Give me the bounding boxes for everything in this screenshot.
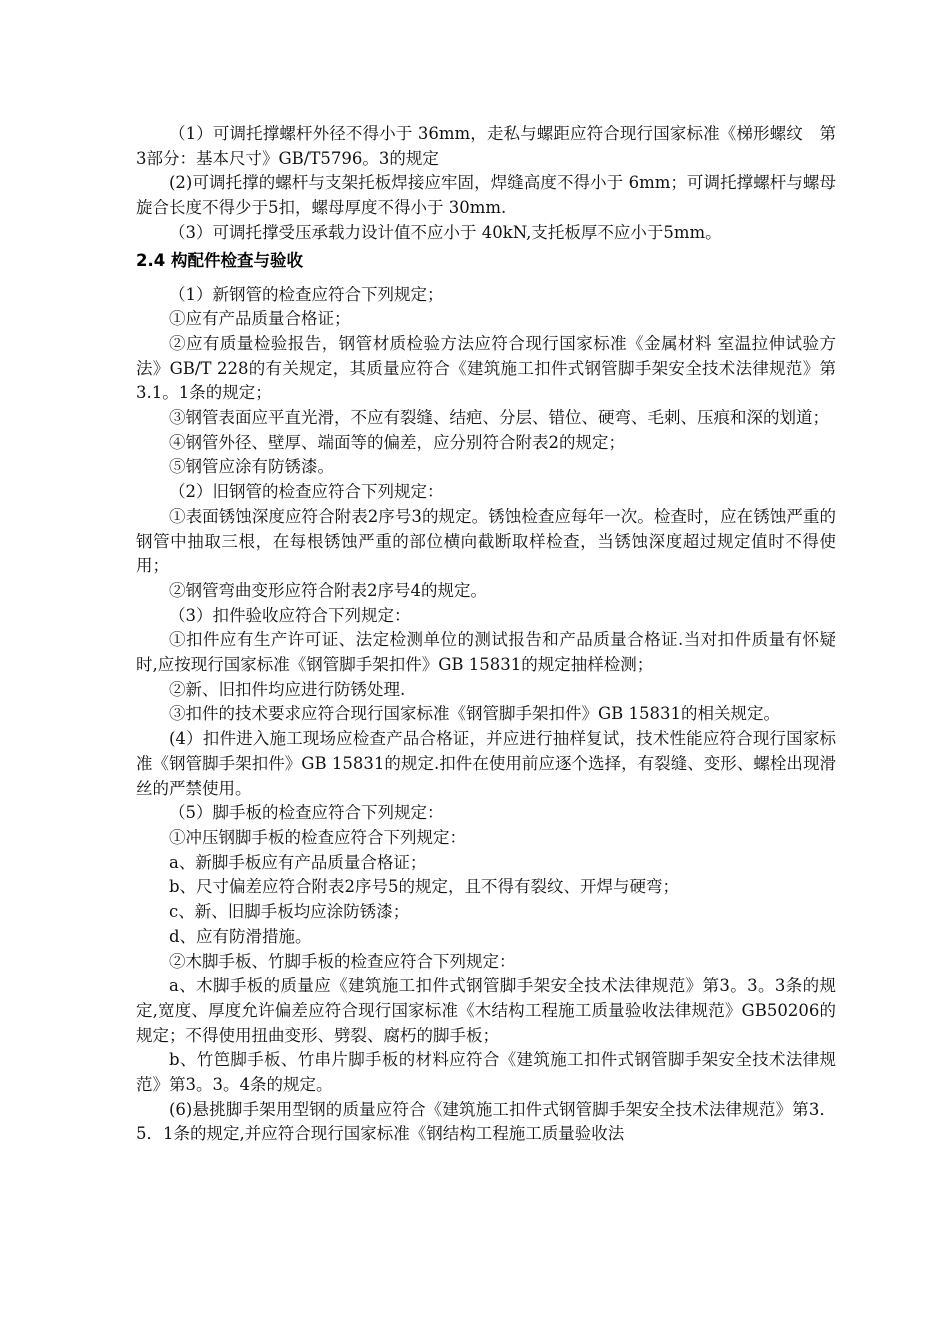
paragraph: （3）可调托撑受压承载力设计值不应小于 40kN,支托板厚不应小于5mm。 [169,222,722,242]
paragraph: ①冲压钢脚手板的检查应符合下列规定： [169,827,466,847]
paragraph: ①扣件应有生产许可证、法定检测单位的测试报告和产品质量合格证.当对扣件质量有怀疑时,应按现行国家标准《钢管脚手架扣件》GB 15831的规定抽样检测； [136,630,836,675]
paragraph: ③钢管表面应平直光滑，不应有裂缝、结疤、分层、错位、硬弯、毛刺、压痕和深的划道； [169,408,829,428]
paragraph: a、新脚手板应有产品质量合格证； [169,852,427,872]
paragraph: c、新、旧脚手板均应涂防锈漆； [169,902,410,922]
paragraph: （1）新钢管的检查应符合下列规定； [169,284,444,304]
paragraph: b、尺寸偏差应符合附表2序号5的规定，且不得有裂纹、开焊与硬弯； [169,877,680,897]
paragraph: （3）扣件验收应符合下列规定： [169,605,411,625]
section-heading: 2.4 构配件检查与验收 [136,250,303,270]
paragraph: ②木脚手板、竹脚手板的检查应符合下列规定： [169,951,516,971]
paragraph: （2）旧钢管的检查应符合下列规定： [169,482,444,502]
paragraph: ①应有产品质量合格证； [169,309,351,329]
paragraph: （5）脚手板的检查应符合下列规定： [169,803,444,823]
paragraph: ②新、旧扣件均应进行防锈处理. [169,679,406,699]
paragraph: ③扣件的技术要求应符合现行国家标准《钢管脚手架扣件》GB 15831的相关规定。 [169,704,781,724]
paragraph: ②应有质量检验报告，钢管材质检验方法应符合现行国家标准《金属材料 室温拉伸试验方法》GB/T 228的有关规定，其质量应符合《建筑施工扣件式钢管脚手架安全技术法律规范》第3.1。1条的规定； [136,333,836,403]
paragraph: (6)悬挑脚手架用型钢的质量应符合《建筑施工扣件式钢管脚手架安全技术法律规范》第3．5．1条的规定,并应符合现行国家标准《钢结构工程施工质量验收法 [136,1099,836,1144]
paragraph: （1）可调托撑螺杆外径不得小于 36mm，走私与螺距应符合现行国家标准《梯形螺纹 第3部分：基本尺寸》GB/T5796。3的规定 [136,124,836,168]
paragraph: a、木脚手板的质量应《建筑施工扣件式钢管脚手架安全技术法律规范》第3。3。3条的规定,宽度、厚度允许偏差应符合现行国家标准《木结构工程施工质量验收法律规范》GB50206的规定；不得使用扭曲变形、劈裂、腐朽的脚手板； [136,976,836,1045]
paragraph: ①表面锈蚀深度应符合附表2序号3的规定。锈蚀检查应每年一次。检查时，应在锈蚀严重的钢管中抽取三根，在每根锈蚀严重的部位横向截断取样检查，当锈蚀深度超过规定值时不得使用； [136,506,836,576]
paragraph: (2)可调托撑的螺杆与支架托板焊接应牢固，焊缝高度不得小于 6mm；可调托撑螺杆与螺母旋合长度不得少于5扣，螺母厚度不得小于 30mm. [136,173,836,218]
paragraph: ②钢管弯曲变形应符合附表2序号4的规定。 [169,580,487,600]
paragraph: d、应有防滑措施。 [169,926,312,946]
paragraph: (4）扣件进入施工现场应检查产品合格证，并应进行抽样复试，技术性能应符合现行国家标准《钢管脚手架扣件》GB 15831的规定.扣件在使用前应逐个选择，有裂缝、变形、螺栓出现滑丝的严禁使用。 [136,729,836,798]
document-page [136,122,836,1147]
paragraph: ⑤钢管应涂有防锈漆。 [169,457,334,477]
paragraph: b、竹笆脚手板、竹串片脚手板的材料应符合《建筑施工扣件式钢管脚手架安全技术法律规范》第3。3。4条的规定。 [136,1050,836,1095]
paragraph: ④钢管外径、壁厚、端面等的偏差，应分别符合附表2的规定； [169,432,625,452]
